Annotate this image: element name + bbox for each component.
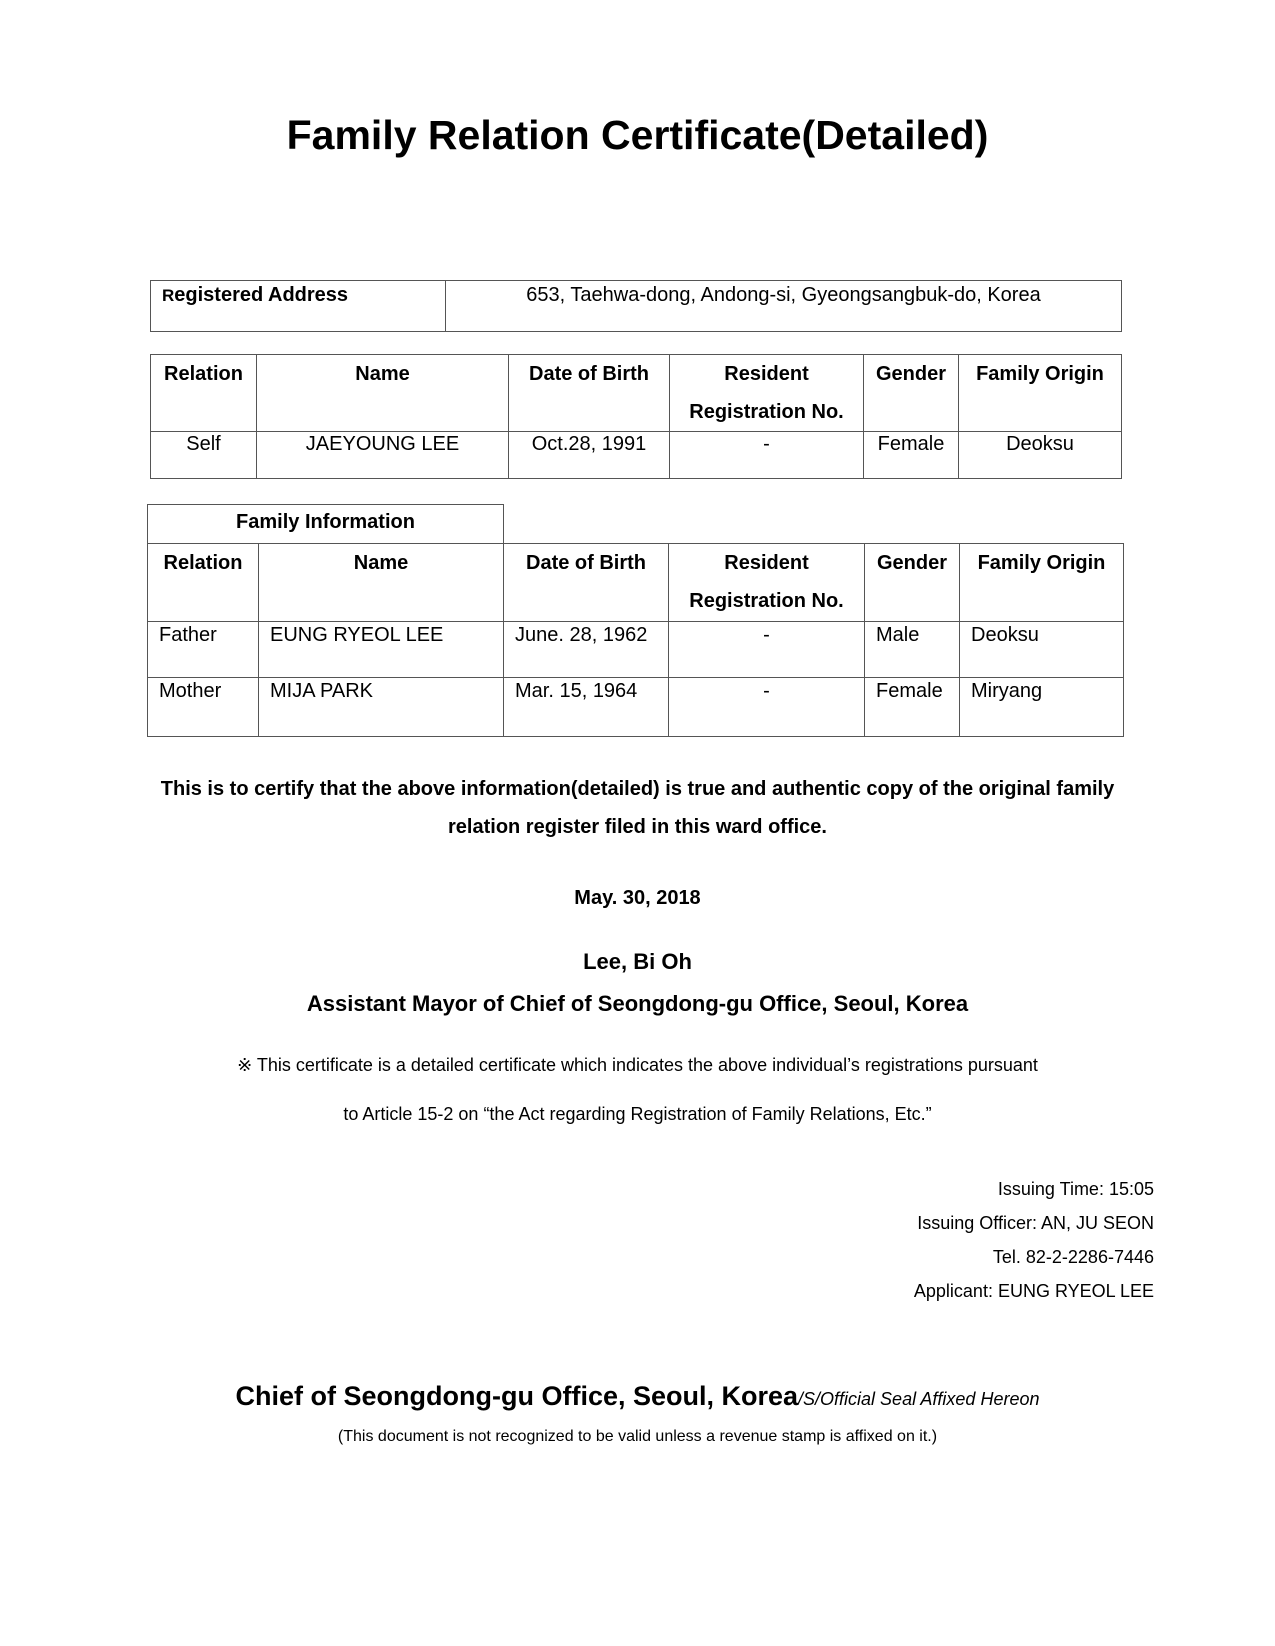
certification-statement: This is to certify that the above information(detailed) is true and authentic copy of the original family relation register filed in this ward office. — [160, 778, 1115, 838]
issuing-tel: Tel. 82-2-2286-7446 — [992, 1247, 1154, 1267]
note-line-2: to Article 15-2 on “the Act regarding Registration of Family Relations, Etc.” — [343, 1104, 932, 1124]
registered-address-value: 653, Taehwa-dong, Andong-si, Gyeongsangbuk-do, Korea — [446, 281, 1122, 332]
signatory — [0, 941, 1275, 1025]
table-row — [148, 678, 1124, 737]
document-title: Family Relation Certificate(Detailed) — [286, 112, 989, 158]
cell-gender: Male — [865, 622, 960, 678]
cell-rrn: - — [670, 432, 864, 479]
official-seal-note: /S/Official Seal Affixed Hereon — [798, 1389, 1040, 1409]
chief-office: Chief of Seongdong-gu Office, Seoul, Korea — [235, 1381, 799, 1411]
note-line-1: ※ This certificate is a detailed certificate which indicates the above individual’s registrations pursuant — [237, 1055, 1038, 1075]
issuing-info — [914, 1172, 1154, 1308]
table-row — [151, 432, 1122, 479]
cell-gender: Female — [864, 432, 959, 479]
cell-relation: Father — [148, 622, 259, 678]
header-rrn: Resident Registration No. — [669, 544, 865, 622]
cell-name: EUNG RYEOL LEE — [259, 622, 504, 678]
cell-origin: Miryang — [960, 678, 1124, 737]
cell-dob: June. 28, 1962 — [504, 622, 669, 678]
footer-note: (This document is not recognized to be valid unless a revenue stamp is affixed on it.) — [337, 1428, 938, 1445]
signatory-name: Lee, Bi Oh — [583, 949, 692, 974]
header-origin: Family Origin — [959, 355, 1122, 432]
header-gender: Gender — [865, 544, 960, 622]
header-relation: Relation — [148, 544, 259, 622]
cell-dob: Oct.28, 1991 — [509, 432, 670, 479]
cell-name: MIJA PARK — [259, 678, 504, 737]
issuing-officer: Issuing Officer: AN, JU SEON — [917, 1213, 1154, 1233]
header-name: Name — [259, 544, 504, 622]
family-information-caption: Family Information — [148, 505, 504, 544]
applicant: Applicant: EUNG RYEOL LEE — [913, 1281, 1154, 1301]
cell-origin: Deoksu — [959, 432, 1122, 479]
header-dob: Date of Birth — [509, 355, 670, 432]
family-information-table — [147, 504, 1124, 737]
header-origin: Family Origin — [960, 544, 1124, 622]
cell-rrn: - — [669, 678, 865, 737]
cell-relation: Mother — [148, 678, 259, 737]
header-dob: Date of Birth — [504, 544, 669, 622]
header-gender: Gender — [864, 355, 959, 432]
issue-date: May. 30, 2018 — [574, 887, 701, 909]
cell-dob: Mar. 15, 1964 — [504, 678, 669, 737]
chief-signature — [0, 1381, 1275, 1412]
cell-relation: Self — [151, 432, 257, 479]
registered-address-table — [150, 280, 1122, 332]
cell-name: JAEYOUNG LEE — [257, 432, 509, 479]
header-relation: Relation — [151, 355, 257, 432]
table-row — [148, 622, 1124, 678]
cell-origin: Deoksu — [960, 622, 1124, 678]
cell-gender: Female — [865, 678, 960, 737]
header-rrn: Resident Registration No. — [670, 355, 864, 432]
self-table — [150, 354, 1122, 479]
issuing-time: Issuing Time: 15:05 — [997, 1179, 1154, 1199]
signatory-title: Assistant Mayor of Chief of Seongdong-gu Office, Seoul, Korea — [306, 991, 969, 1016]
header-name: Name — [257, 355, 509, 432]
registered-address-label: Registered Address — [151, 281, 446, 332]
cell-rrn: - — [669, 622, 865, 678]
